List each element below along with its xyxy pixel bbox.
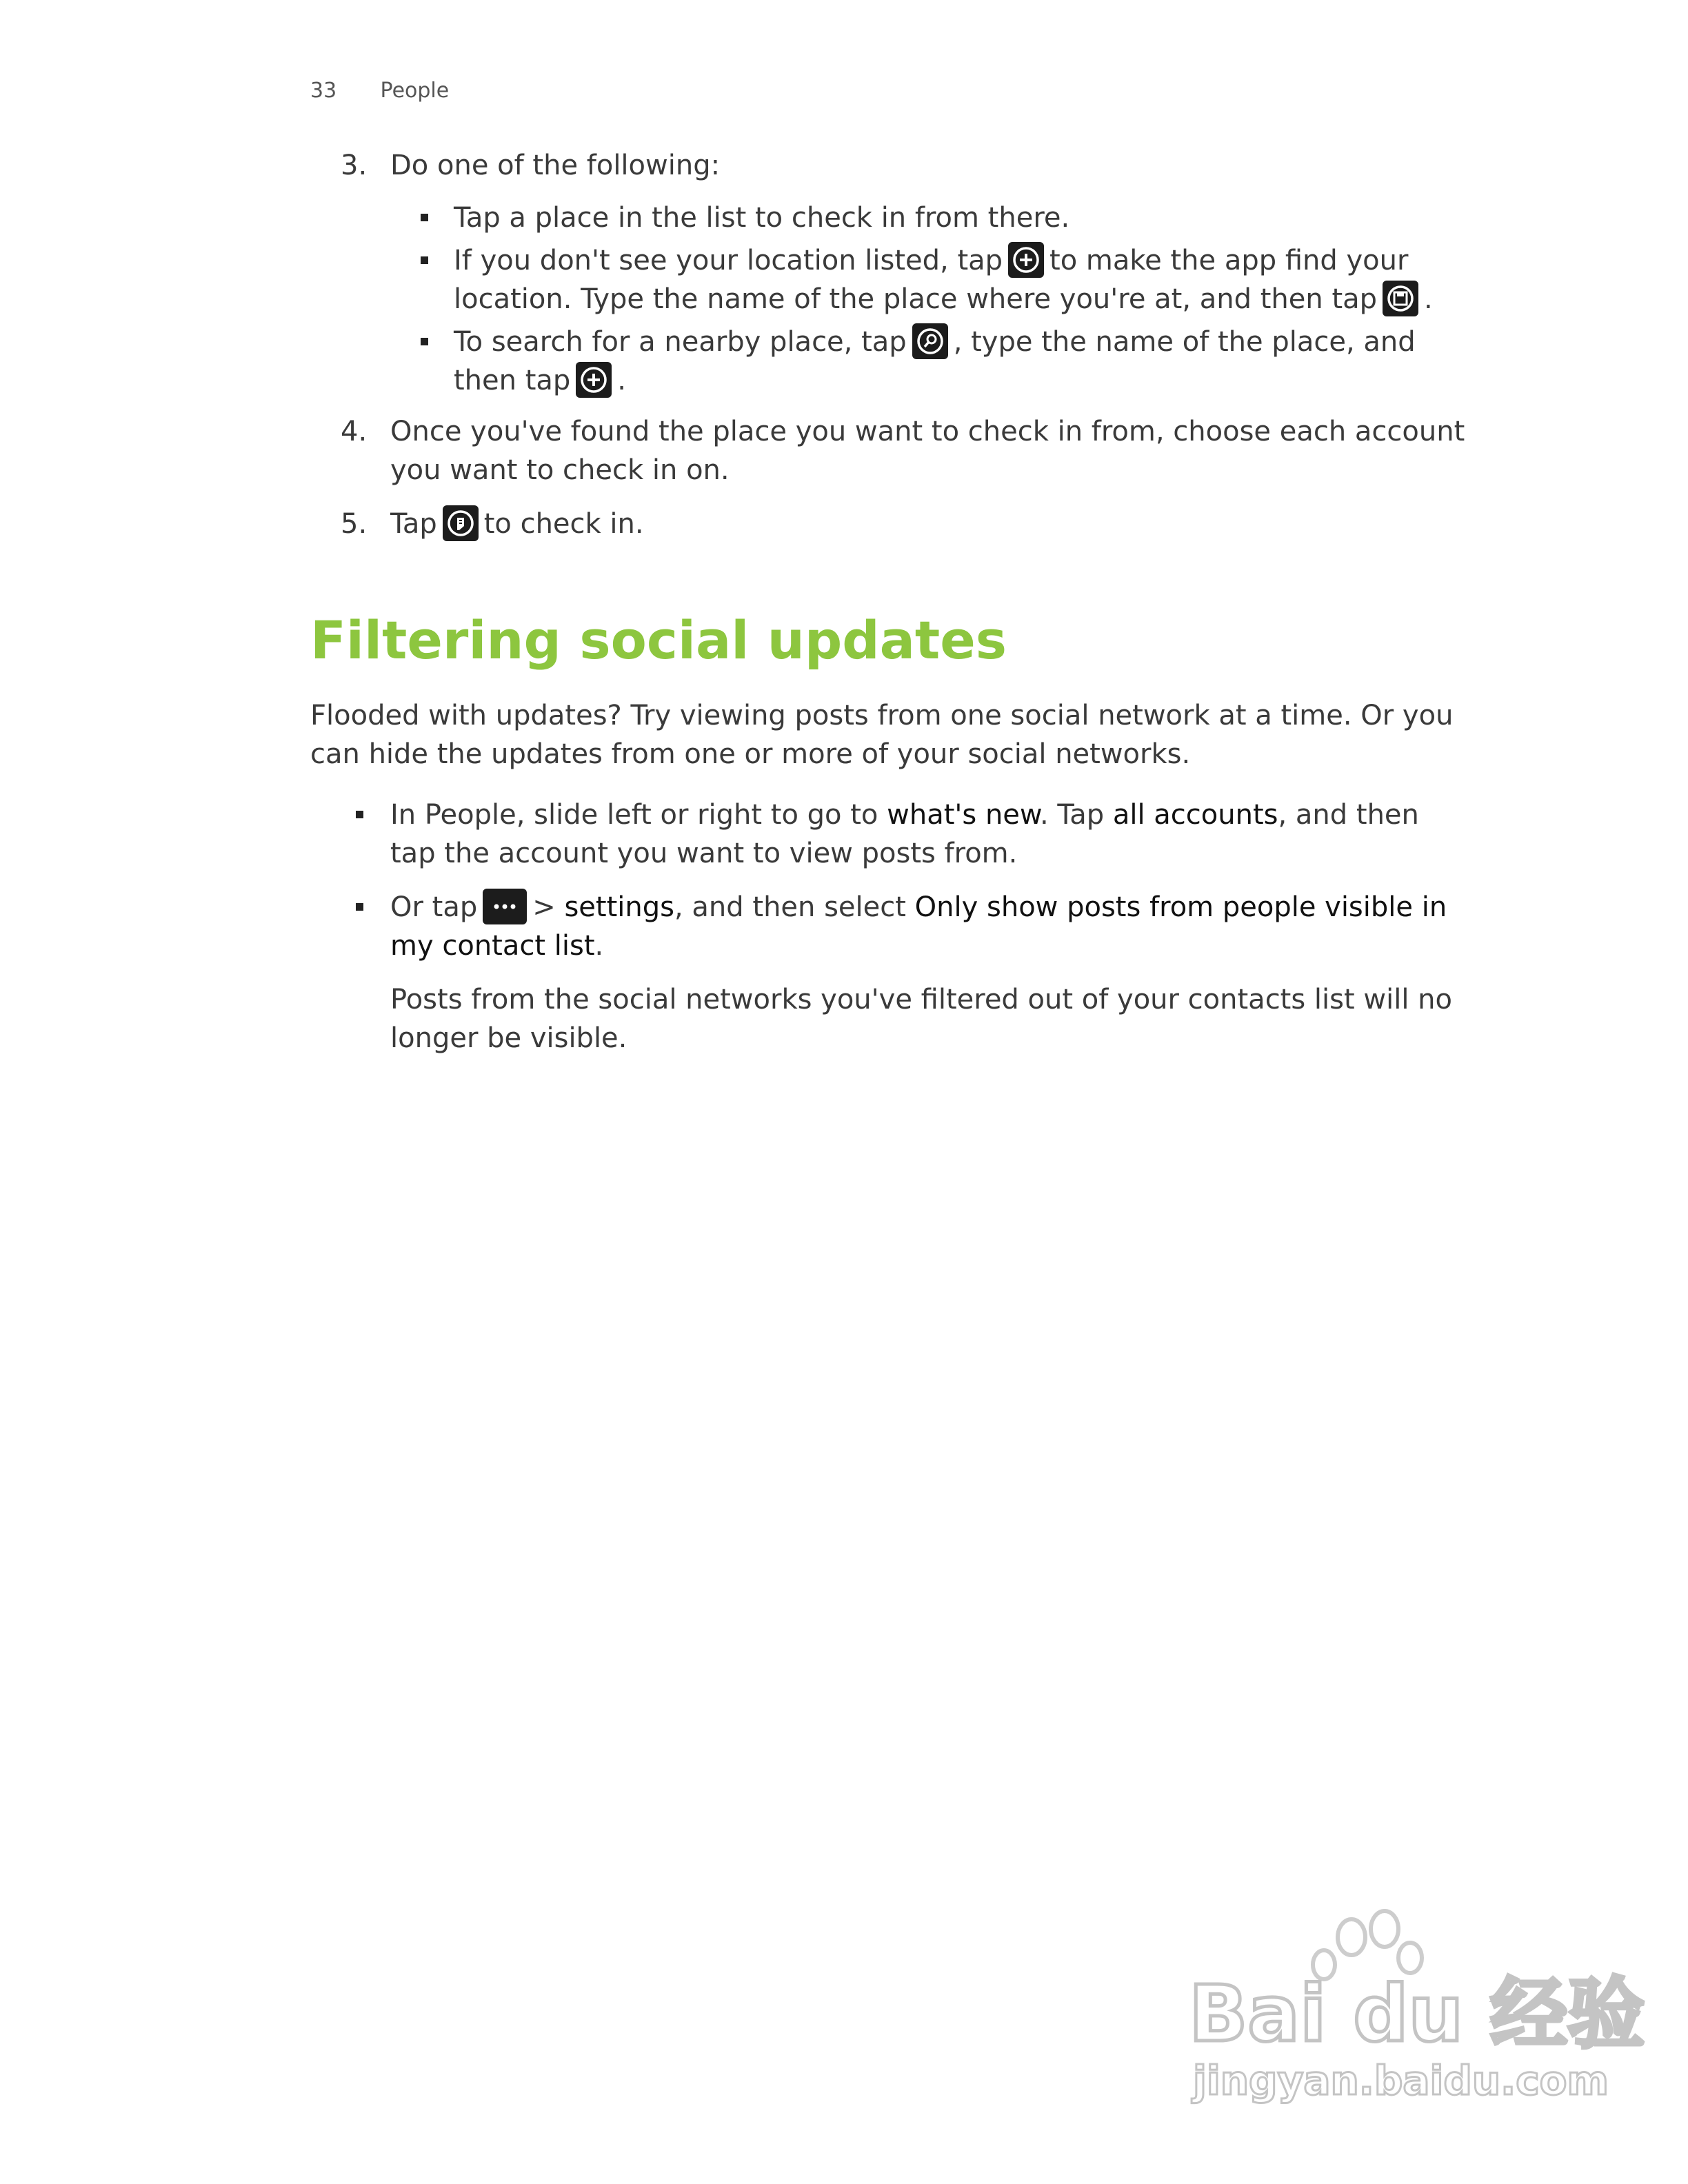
step-3 [310, 146, 1469, 400]
step-number: 3. [341, 150, 368, 181]
step-number: 4. [341, 416, 368, 447]
filter-options [310, 796, 1469, 1058]
bullet-icon [356, 903, 363, 911]
all-accounts-label: all accounts [1112, 799, 1278, 831]
list-item: Tap a place in the list to check in from there. [390, 199, 1469, 237]
list-item: If you don't see your location listed, tap to make the app find your location. Type the name of the place where you're at, and then tap . [390, 241, 1469, 318]
step-5: 5. Tap to check in. [310, 505, 1469, 543]
search-icon [912, 323, 948, 359]
whats-new-label: what's new [887, 799, 1040, 831]
page-content [310, 146, 1469, 1062]
filter-option-label: Only show posts from people visible in my contact list [390, 891, 1447, 962]
bullet-icon [356, 811, 363, 818]
step-number: 5. [341, 508, 368, 540]
list-item: To search for a nearby place, tap , type the name of the place, and then tap . [390, 323, 1469, 400]
section-name: People [380, 79, 450, 103]
page-header [310, 79, 449, 103]
bullet-icon [421, 338, 428, 345]
filter-note: Posts from the social networks you've filtered out of your contacts list will no longer be visible. [390, 984, 1452, 1054]
step-text: Do one of the following: [390, 150, 721, 181]
add-icon [1008, 242, 1044, 278]
more-icon [483, 889, 527, 924]
section-heading: Filtering social updates [310, 609, 1007, 671]
section-intro: Flooded with updates? Try viewing posts from one social network at a time. Or you can hide the updates from one or more of your social networks. [310, 700, 1454, 770]
baidu-watermark [1186, 1910, 1645, 2110]
step-3-options [390, 199, 1469, 400]
check-in-icon [443, 505, 479, 541]
watermark-brand: Bai du 经验 [1189, 1970, 1645, 2059]
list-item: In People, slide left or right to go to what's new. Tap all accounts, and then tap the account you want to view posts from. [310, 796, 1469, 873]
add-icon [576, 362, 612, 398]
settings-label: settings [564, 891, 674, 923]
page-number: 33 [310, 79, 337, 103]
bullet-icon [421, 256, 428, 264]
list-item: Or tap > settings, and then select Only show posts from people visible in my contact list. Posts from the social networks you've filtered out of your contacts list will no longer be visible. [310, 888, 1469, 1058]
watermark-url: jingyan.baidu.com [1193, 2057, 1609, 2104]
save-icon [1383, 281, 1418, 316]
bullet-icon [421, 214, 428, 221]
step-4 [310, 412, 1469, 489]
step-text: Once you've found the place you want to check in from, choose each account you want to check in on. [390, 416, 1465, 486]
